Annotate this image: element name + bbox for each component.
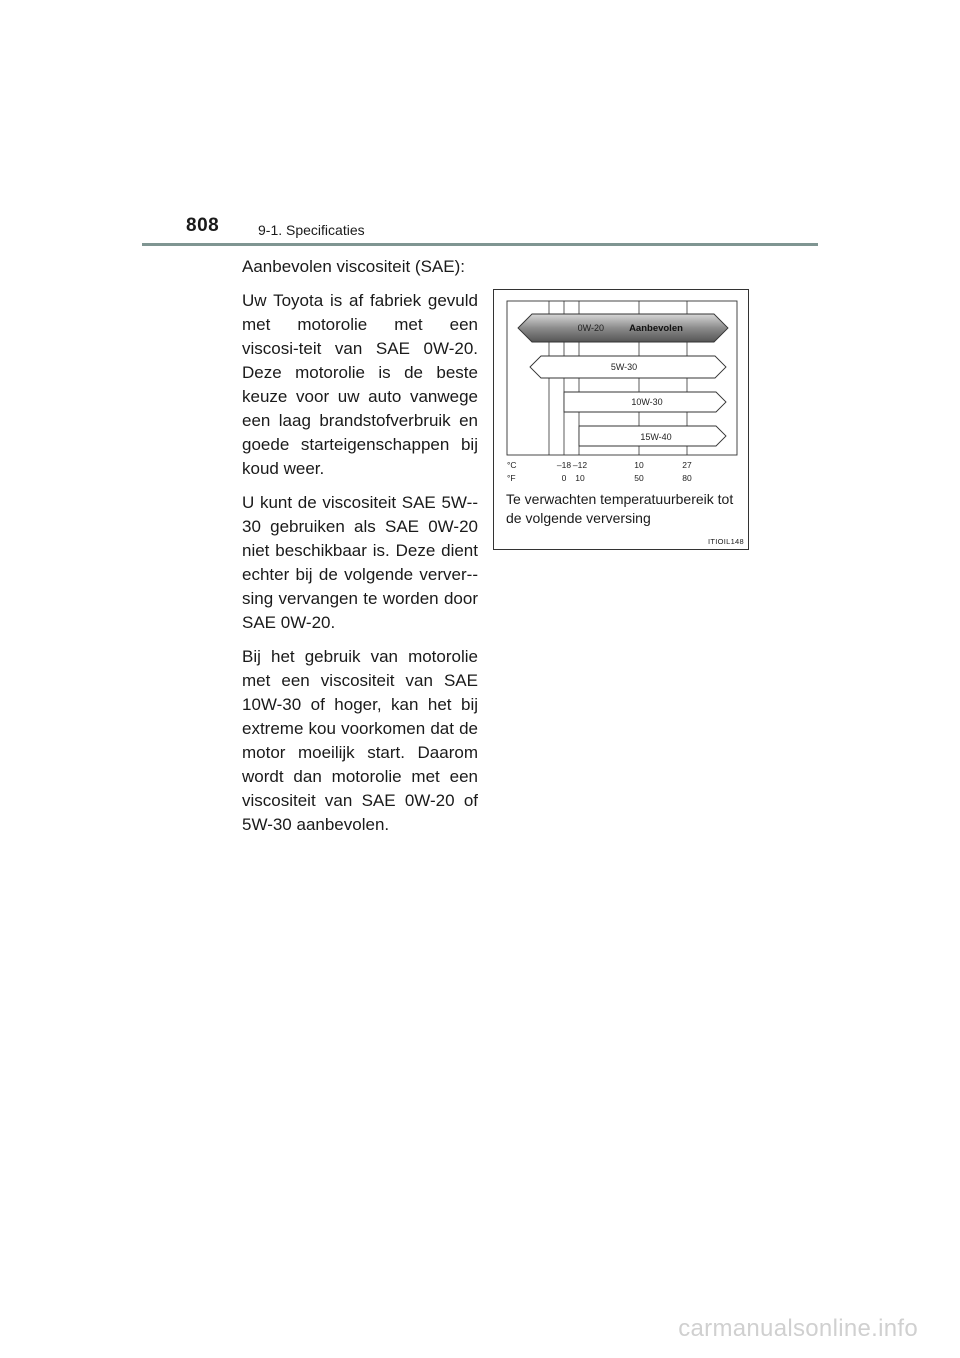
paragraph-alternative-oil: U kunt de viscositeit SAE 5W-30 gebruiken als SAE 0W-20 niet beschikbaar is. Deze dient echter bij de volgende verver-sing vervangen te worden door SAE 0W-20.: [242, 493, 478, 632]
bar-0w20-grade: 0W-20: [577, 323, 604, 333]
paragraph-cold-start: Bij het gebruik van motorolie met een viscositeit van SAE 10W-30 of hoger, kan het bij extreme kou voorkomen dat de motor moeilijk start. Daarom wordt dan motorolie met een viscositeit van SAE 0W-20 of 5W-30 aanbevolen.: [242, 647, 478, 834]
fahrenheit-unit: °F: [507, 473, 516, 483]
celsius-tick-minus18: –18: [556, 460, 572, 470]
section-title: 9-1. Specificaties: [258, 222, 365, 238]
figure-id: ITIOIL148: [707, 537, 744, 546]
celsius-unit: °C: [507, 460, 517, 470]
header-rule: [142, 243, 818, 246]
figure-caption: Te verwachten temperatuurbereik tot de volgende verversing: [506, 491, 734, 526]
footer-watermark-url: carmanualsonline.info: [678, 1315, 918, 1342]
body-column: [242, 255, 478, 847]
bar-15w40-grade: 15W-40: [640, 432, 672, 442]
fahrenheit-tick-80: 80: [682, 473, 692, 483]
fahrenheit-tick-0: 0: [561, 473, 567, 483]
bar-10w30-grade: 10W-30: [631, 397, 663, 407]
page-number: 808: [186, 215, 220, 236]
fahrenheit-tick-10: 10: [575, 473, 585, 483]
celsius-tick-minus12: –12: [572, 460, 588, 470]
bar-0w20: [518, 314, 728, 342]
celsius-tick-10: 10: [634, 460, 644, 470]
fahrenheit-tick-50: 50: [634, 473, 644, 483]
paragraph-factory-oil: Uw Toyota is af fabriek gevuld met motorolie met een viscosi-teit van SAE 0W-20. Deze motorolie is de beste keuze voor uw auto vanwege een laag brandstofverbruik en goede starteigenschappen bij koud weer.: [242, 291, 478, 478]
viscosity-figure: [493, 289, 749, 550]
subheading: Aanbevolen viscositeit (SAE):: [242, 257, 465, 276]
celsius-tick-27: 27: [682, 460, 692, 470]
bar-0w20-tag: Aanbevolen: [629, 323, 683, 334]
bar-5w30-grade: 5W-30: [610, 362, 638, 372]
